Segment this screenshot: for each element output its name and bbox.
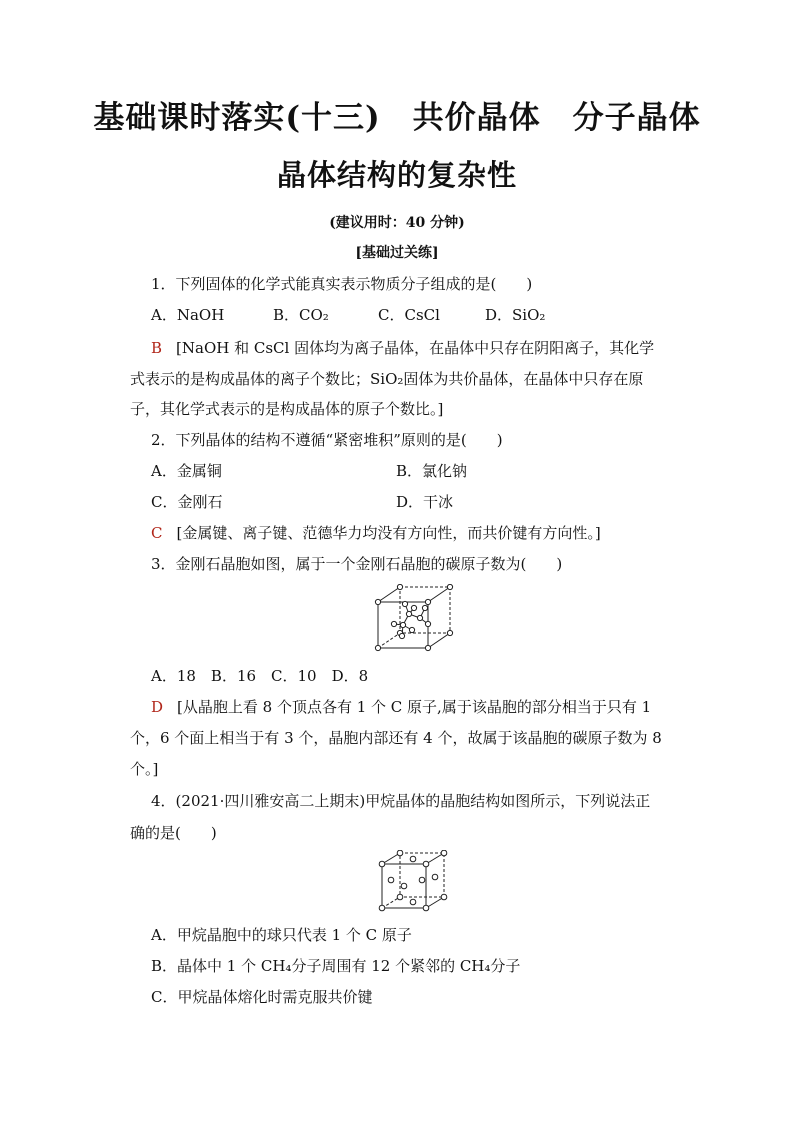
q1-answer: B <box>151 339 163 357</box>
q2-explanation-text: [金属键、离子键、范德华力均没有方向性，而共价键有方向性。] <box>176 524 601 542</box>
q4-option-b: B．晶体中 1 个 CH₄分子周围有 12 个紧邻的 CH₄分子 <box>151 957 521 975</box>
q2-stem: 2．下列晶体的结构不遵循“紧密堆积”原则的是( ) <box>151 431 503 449</box>
time-hint: (建议用时：40 分钟) <box>329 215 465 231</box>
q3-explanation-line2: 个，6 个面上相当于有 3 个，晶胞内部还有 4 个，故属于该晶胞的碳原子数为 8 <box>130 729 662 747</box>
q1-option-b: B．CO₂ <box>273 306 329 324</box>
q2-answer: C <box>151 524 163 542</box>
q2-option-d: D．干冰 <box>396 493 454 511</box>
diamond-unit-cell-figure <box>372 584 462 656</box>
page-title-line2: 晶体结构的复杂性 <box>276 158 517 192</box>
q3-options: A．18 B．16 C．10 D．8 <box>151 667 369 685</box>
q1-explanation-line1: [NaOH 和 CsCl 固体均为离子晶体，在晶体中只存在阴阳离子，其化学 <box>176 339 655 357</box>
section-heading: [基础过关练] <box>355 245 439 261</box>
q1-option-d: D．SiO₂ <box>485 306 546 324</box>
q4-option-c: C．甲烷晶体熔化时需克服共价键 <box>151 988 373 1006</box>
q2-explanation <box>151 522 711 544</box>
q2-option-a: A．金属铜 <box>151 462 222 480</box>
q3-explanation-line3: 个。] <box>130 760 159 778</box>
q1-explanation <box>151 337 711 359</box>
q3-explanation-line1: [从晶胞上看 8 个顶点各有 1 个 C 原子,属于该晶胞的部分相当于只有 1 <box>177 698 652 716</box>
q3-answer: D <box>151 698 164 716</box>
q3-stem: 3．金刚石晶胞如图，属于一个金刚石晶胞的碳原子数为( ) <box>151 555 563 573</box>
q1-stem: 1．下列固体的化学式能真实表示物质分子组成的是( ) <box>151 275 533 293</box>
q1-option-c: C．CsCl <box>378 306 440 324</box>
q1-explanation-line2: 式表示的是构成晶体的离子个数比；SiO₂固体为共价晶体，在晶体中只存在原 <box>130 370 644 388</box>
q4-option-a: A．甲烷晶胞中的球只代表 1 个 C 原子 <box>151 926 412 944</box>
q4-stem-line2: 确的是( ) <box>130 824 217 842</box>
q4-stem: 4．(2021·四川雅安高二上期末)甲烷晶体的晶胞结构如图所示，下列说法正 <box>151 792 651 810</box>
q1-option-a: A．NaOH <box>151 306 225 324</box>
methane-unit-cell-figure <box>378 850 450 912</box>
q2-option-c: C．金刚石 <box>151 493 223 511</box>
q1-explanation-line3: 子，其化学式表示的是构成晶体的原子个数比。] <box>130 400 444 418</box>
q2-option-b: B．氯化钠 <box>396 462 468 480</box>
page-title: 基础课时落实(十三) 共价晶体 分子晶体 <box>93 100 701 136</box>
q3-explanation <box>151 696 711 718</box>
